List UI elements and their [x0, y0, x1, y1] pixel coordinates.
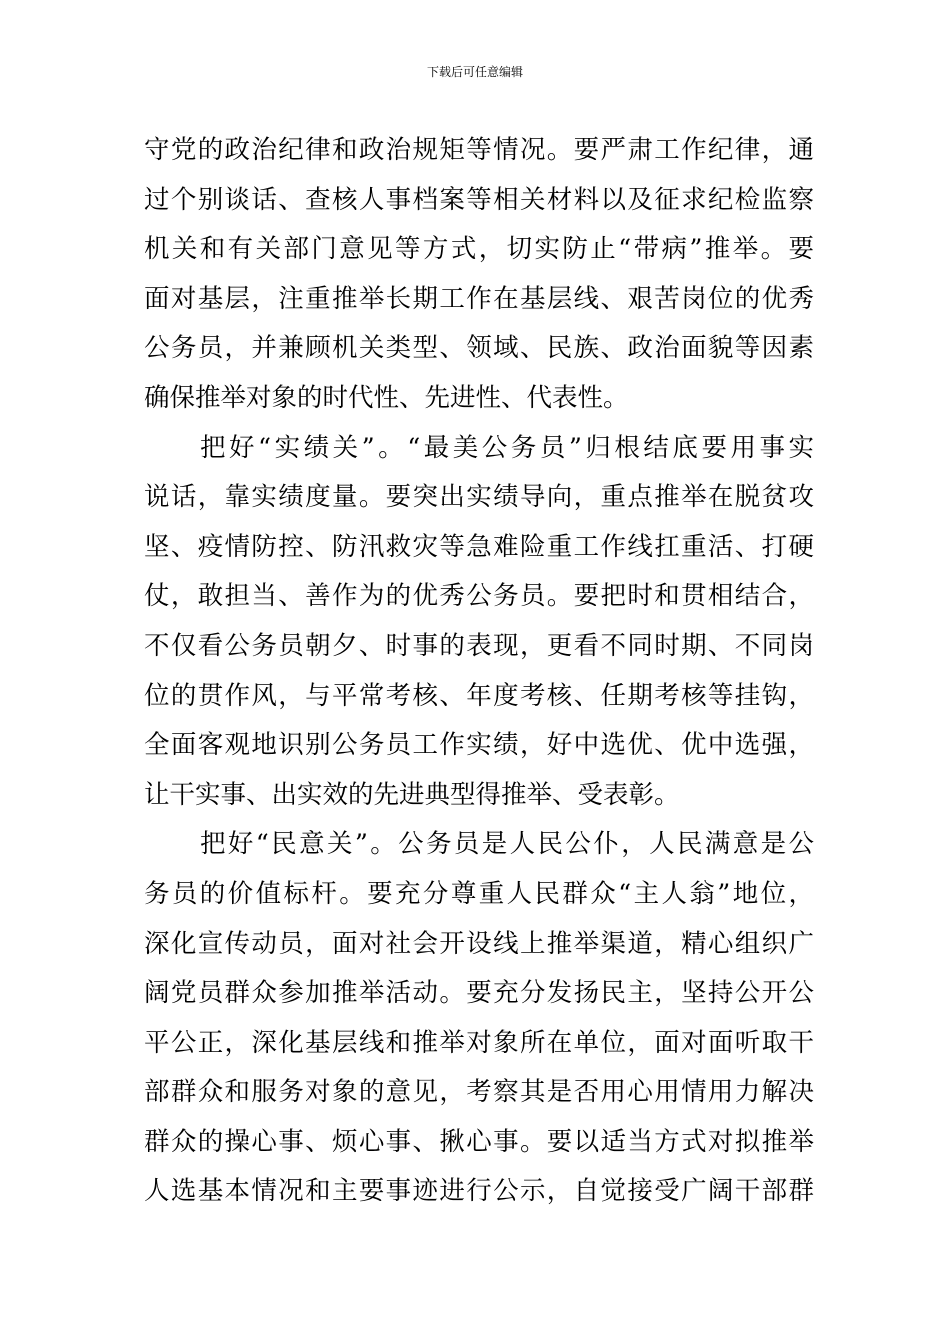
text-line: 说话，靠实绩度量。要突出实绩导向，重点推举在脱贫攻 — [144, 482, 814, 513]
text-line: 把好“民意关”。公务员是人民公仆，人民满意是公 — [200, 829, 814, 860]
paragraph-1 — [144, 126, 814, 424]
page-header: 下载后可任意编辑 — [426, 65, 523, 79]
text-line: 群众的操心事、烦心事、揪心事。要以适当方式对拟推举 — [144, 1126, 814, 1157]
text-line: 深化宣传动员，面对社会开设线上推举渠道，精心组织广 — [144, 928, 814, 959]
text-line: 人选基本情况和主要事迹进行公示，自觉接受广阔干部群 — [144, 1176, 814, 1207]
text-line: 确保推举对象的时代性、先进性、代表性。 — [144, 382, 629, 413]
text-line: 面对基层，注重推举长期工作在基层线、艰苦岗位的优秀 — [144, 283, 814, 314]
text-line: 平公正，深化基层线和推举对象所在单位，面对面听取干 — [144, 1027, 814, 1058]
document-body — [144, 126, 814, 1217]
text-line: 位的贯作风，与平常考核、年度考核、任期考核等挂钩， — [144, 680, 814, 711]
text-line: 坚、疫情防控、防汛救灾等急难险重工作线扛重活、打硬 — [144, 531, 814, 562]
text-line: 阔党员群众参加推举活动。要充分发扬民主，坚持公开公 — [144, 978, 814, 1009]
text-line: 全面客观地识别公务员工作实绩，好中选优、优中选强， — [144, 730, 814, 761]
paragraph-3 — [144, 820, 814, 1217]
text-line: 部群众和服务对象的意见，考察其是否用心用情用力解决 — [144, 1077, 814, 1108]
paragraph-2 — [144, 424, 814, 821]
text-line: 让干实事、出实效的先进典型得推举、受表彰。 — [144, 779, 680, 810]
text-line: 仗，敢担当、善作为的优秀公务员。要把时和贯相结合， — [144, 581, 814, 612]
text-line: 务员的价值标杆。要充分尊重人民群众“主人翁”地位， — [144, 878, 814, 909]
text-line: 把好“实绩关”。“最美公务员”归根结底要用事实 — [200, 432, 814, 463]
text-line: 过个别谈话、查核人事档案等相关材料以及征求纪检监察 — [144, 184, 814, 215]
text-line: 守党的政治纪律和政治规矩等情况。要严肃工作纪律，通 — [144, 135, 814, 165]
text-line: 机关和有关部门意见等方式，切实防止“带病”推举。要 — [144, 234, 814, 265]
text-line: 公务员，并兼顾机关类型、领域、民族、政治面貌等因素 — [144, 333, 814, 364]
text-line: 不仅看公务员朝夕、时事的表现，更看不同时期、不同岗 — [144, 630, 814, 661]
